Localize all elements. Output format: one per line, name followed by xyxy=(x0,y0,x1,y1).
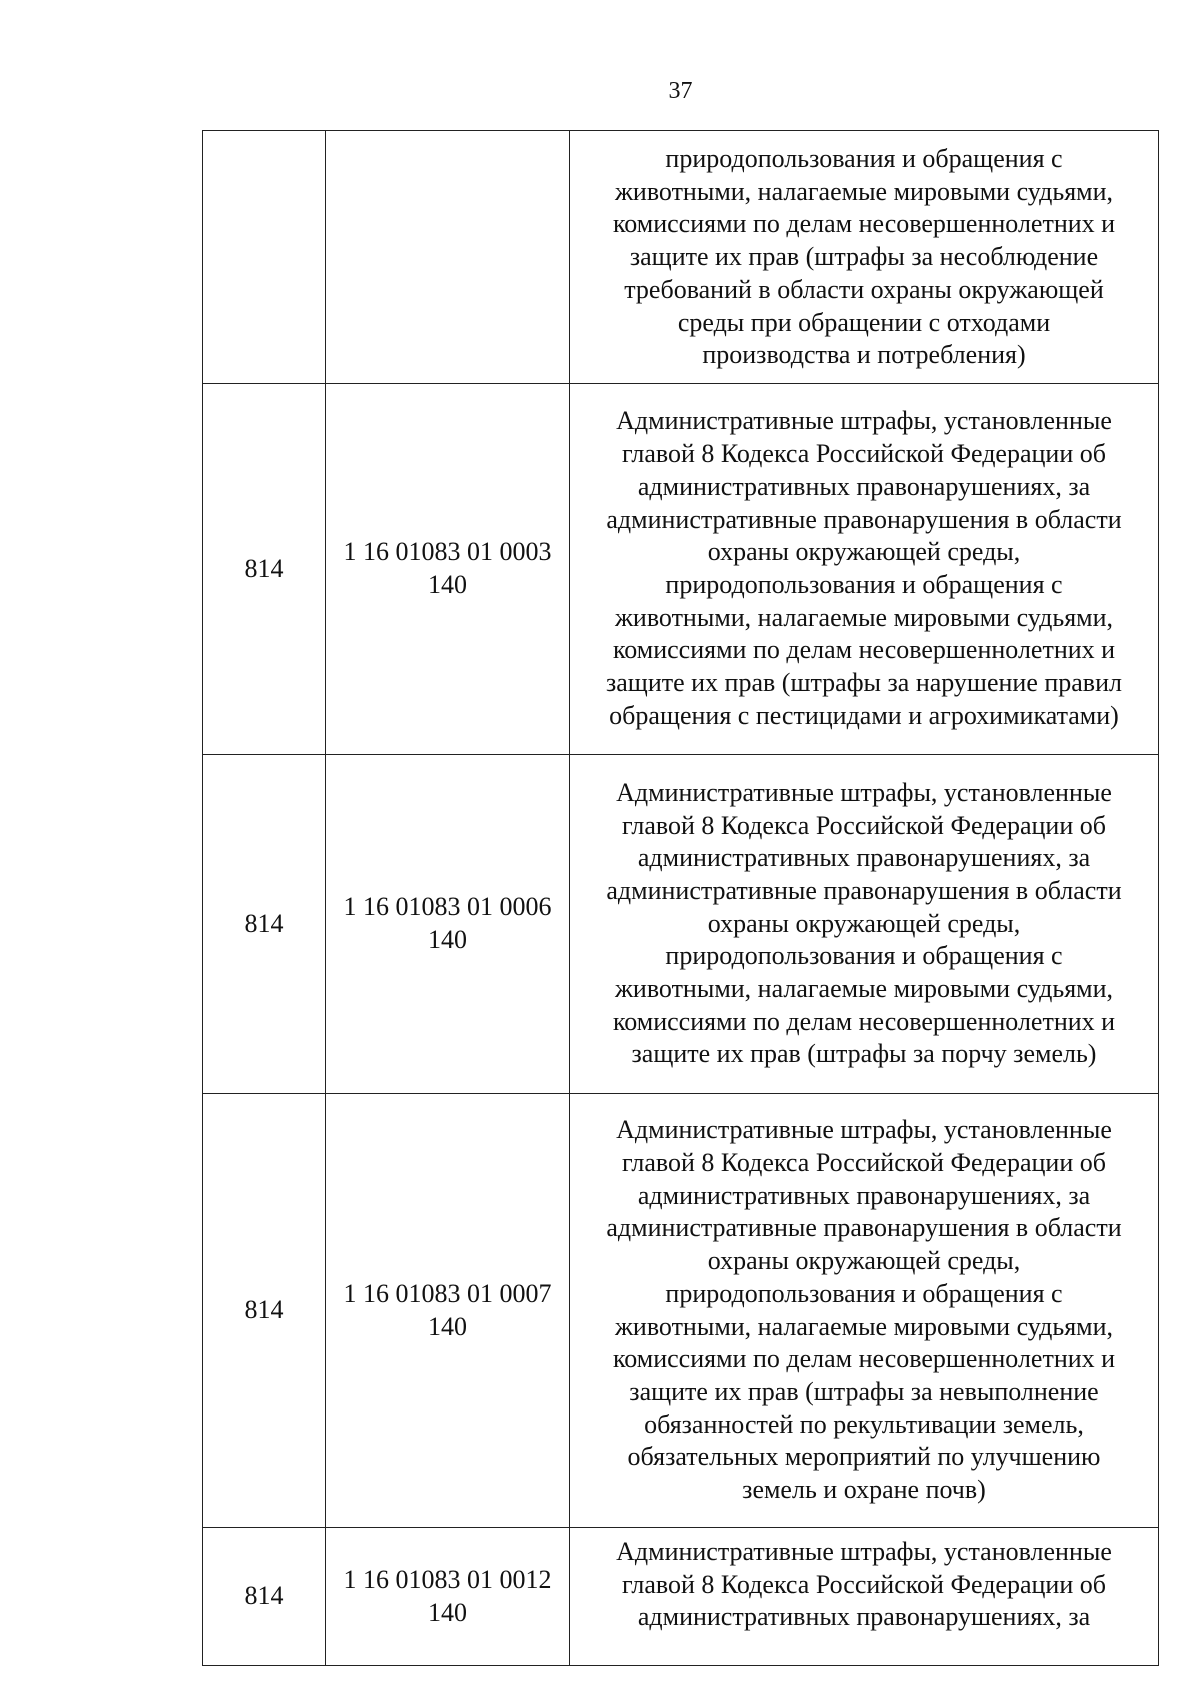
admin-code-cell xyxy=(203,131,326,384)
budget-classification-table xyxy=(202,130,1159,1666)
page-number: 37 xyxy=(668,78,693,104)
description-cell: Административные штрафы, установленные главой 8 Кодекса Российской Федерации об административных правонарушениях, за административные правонарушения в области охраны окружающей среды, природопользования и обращения с животными, налагаемые мировыми судьями, комиссиями по делам несовершеннолетних и защите их прав (штрафы за порчу земель) xyxy=(570,755,1159,1094)
kbk-code-cell: 1 16 01083 01 0006 140 xyxy=(326,755,570,1094)
table-row xyxy=(203,1094,1159,1528)
description-cell: природопользования и обращения с животными, налагаемые мировыми судьями, комиссиями по делам несовершеннолетних и защите их прав (штрафы за несоблюдение требований в области охраны окружающей среды при обращении с отходами производства и потребления) xyxy=(570,131,1159,384)
table-row xyxy=(203,1528,1159,1666)
table-row xyxy=(203,384,1159,755)
kbk-code-cell: 1 16 01083 01 0003 140 xyxy=(326,384,570,755)
kbk-code-cell: 1 16 01083 01 0007 140 xyxy=(326,1094,570,1528)
kbk-code-cell: 1 16 01083 01 0012 140 xyxy=(326,1528,570,1666)
description-cell: Административные штрафы, установленные главой 8 Кодекса Российской Федерации об административных правонарушениях, за xyxy=(570,1528,1159,1666)
admin-code-cell: 814 xyxy=(203,1094,326,1528)
table-row xyxy=(203,755,1159,1094)
description-cell: Административные штрафы, установленные главой 8 Кодекса Российской Федерации об административных правонарушениях, за административные правонарушения в области охраны окружающей среды, природопользования и обращения с животными, налагаемые мировыми судьями, комиссиями по делам несовершеннолетних и защите их прав (штрафы за невыполнение обязанностей по рекультивации земель, обязательных мероприятий по улучшению земель и охране почв) xyxy=(570,1094,1159,1528)
kbk-code-cell xyxy=(326,131,570,384)
admin-code-cell: 814 xyxy=(203,384,326,755)
admin-code-cell: 814 xyxy=(203,755,326,1094)
table-row xyxy=(203,131,1159,384)
admin-code-cell: 814 xyxy=(203,1528,326,1666)
description-cell: Административные штрафы, установленные главой 8 Кодекса Российской Федерации об административных правонарушениях, за административные правонарушения в области охраны окружающей среды, природопользования и обращения с животными, налагаемые мировыми судьями, комиссиями по делам несовершеннолетних и защите их прав (штрафы за нарушение правил обращения с пестицидами и агрохимикатами) xyxy=(570,384,1159,755)
